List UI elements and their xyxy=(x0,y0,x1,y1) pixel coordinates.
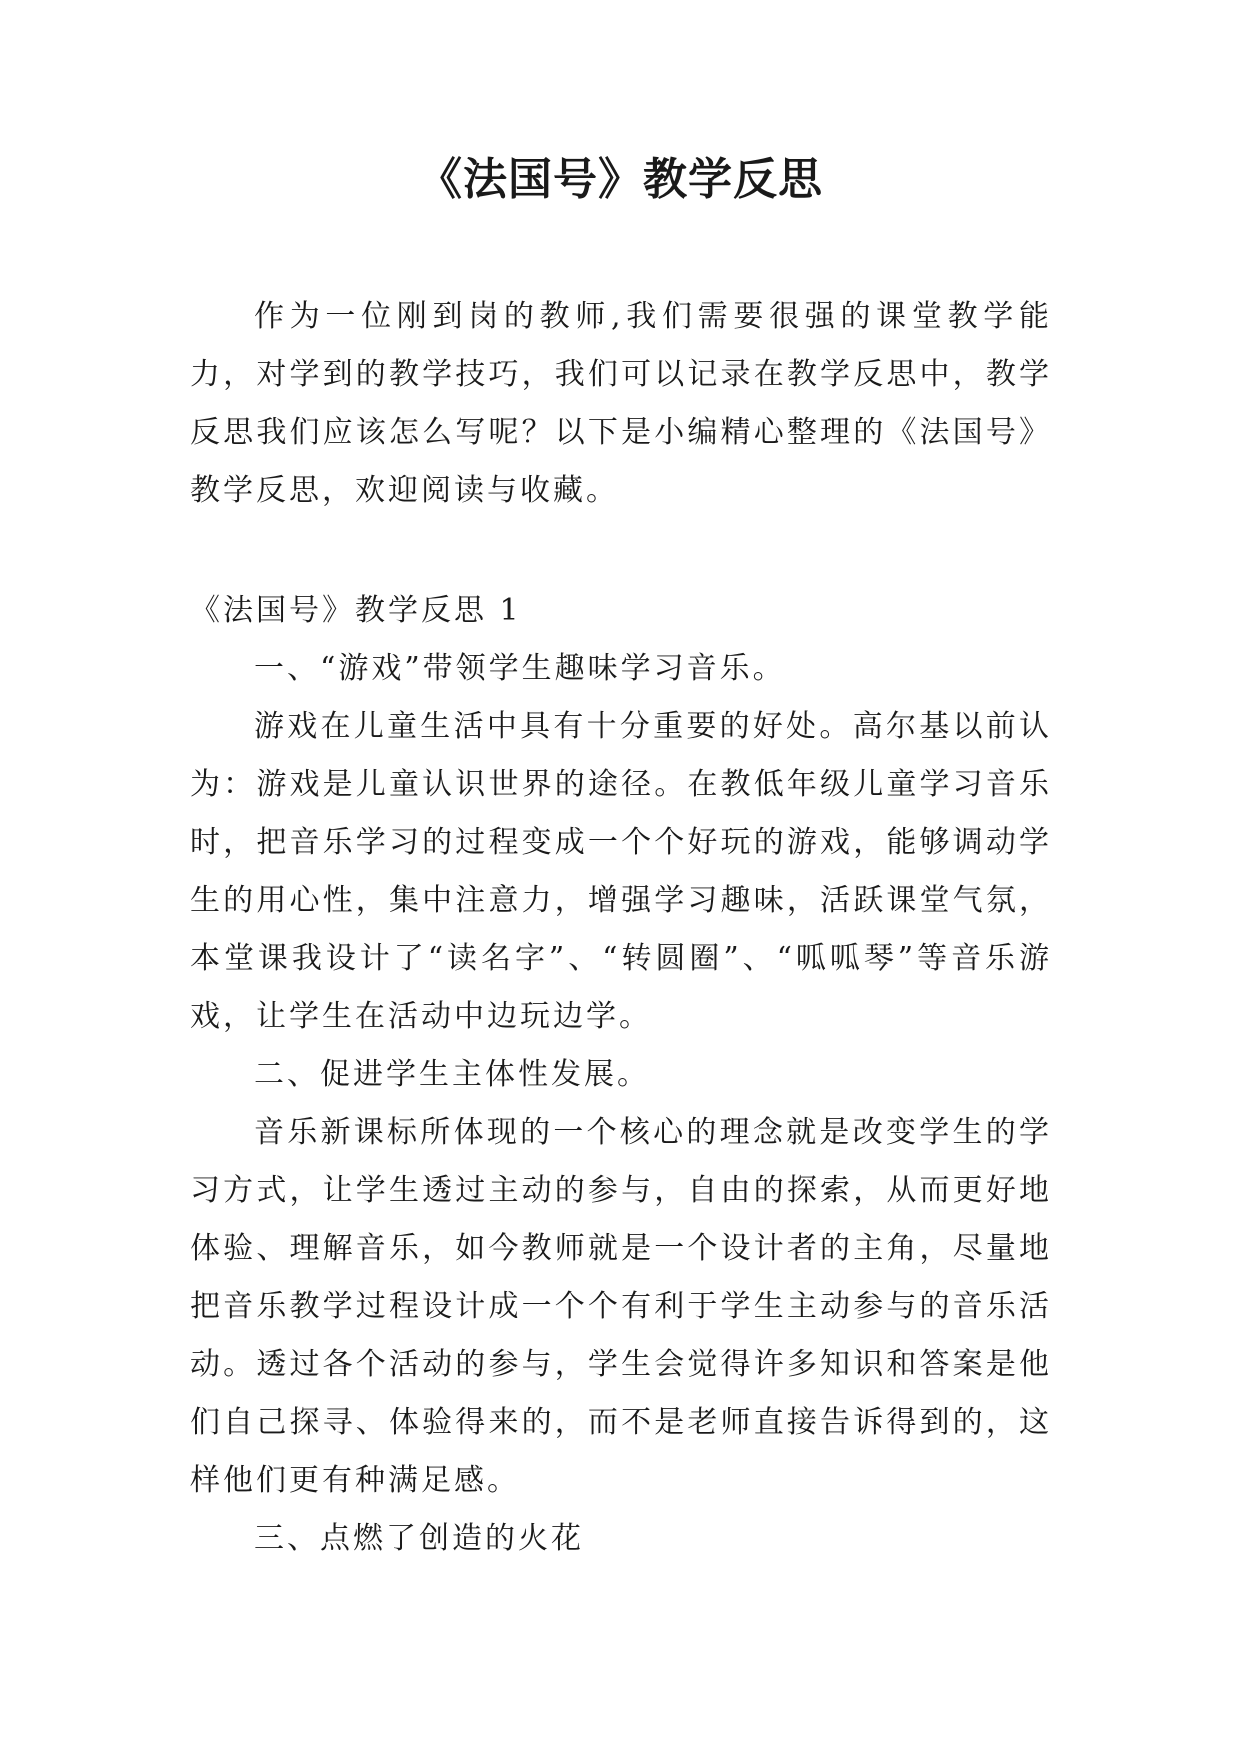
subheading-1: 一、“游戏”带领学生趣味学习音乐。 xyxy=(254,651,786,686)
subheading-2: 二、促进学生主体性发展。 xyxy=(254,1057,650,1092)
body-paragraph-1: 游戏在儿童生活中具有十分重要的好处。高尔基以前认为：游戏是儿童认识世界的途径。在教低年级儿童学习音乐时，把音乐学习的过程变成一个个好玩的游戏，能够调动学生的用心性，集中注意力，增强学习趣味，活跃课堂气氛，本堂课我设计了“读名字”、“转圆圈”、“呱呱琴”等音乐游戏，让学生在活动中边玩边学。 xyxy=(190,709,1052,1034)
document-body xyxy=(190,288,1052,1568)
page-title: 《法国号》教学反思 xyxy=(418,154,823,205)
body-paragraph-2: 音乐新课标所体现的一个核心的理念就是改变学生的学习方式，让学生透过主动的参与，自由的探索，从而更好地体验、理解音乐，如今教师就是一个设计者的主角，尽量地把音乐教学过程设计成一个个有利于学生主动参与的音乐活动。透过各个活动的参与，学生会觉得许多知识和答案是他们自己探寻、体验得来的，而不是老师直接告诉得到的，这样他们更有种满足感。 xyxy=(190,1115,1052,1498)
subheading-3: 三、点燃了创造的火花 xyxy=(254,1521,584,1556)
section-heading: 《法国号》教学反思 1 xyxy=(190,593,522,628)
spacer xyxy=(190,520,1052,582)
intro-paragraph: 作为一位刚到岗的教师,我们需要很强的课堂教学能力，对学到的教学技巧，我们可以记录在教学反思中，教学反思我们应该怎么写呢？以下是小编精心整理的《法国号》教学反思，欢迎阅读与收藏。 xyxy=(190,299,1052,508)
